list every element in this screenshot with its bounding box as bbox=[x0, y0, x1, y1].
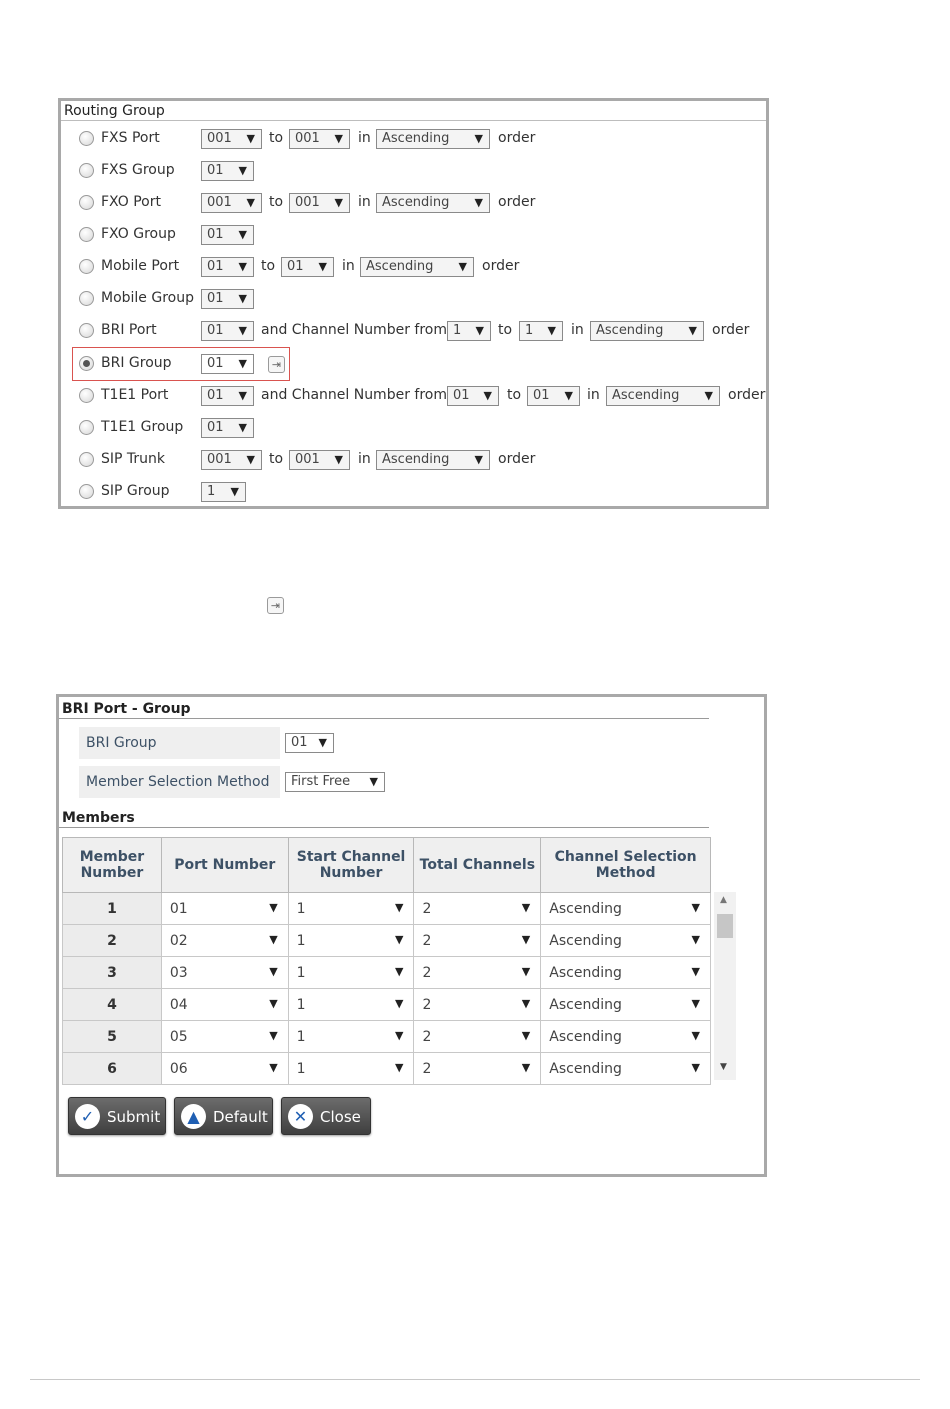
text-channel-from: and Channel Number from bbox=[261, 322, 447, 338]
routing-group-title: Routing Group bbox=[64, 103, 165, 119]
text-in: in bbox=[358, 451, 371, 467]
triangle-down-icon: ▼ bbox=[521, 965, 531, 978]
scroll-up-icon[interactable]: ▲ bbox=[720, 895, 727, 905]
total-channels-select[interactable] bbox=[414, 989, 541, 1021]
fxo-port-order-select[interactable] bbox=[376, 193, 490, 213]
member-selection-method-label: Member Selection Method bbox=[86, 774, 270, 790]
port-number-select[interactable] bbox=[161, 957, 288, 989]
member-number: 6 bbox=[63, 1053, 162, 1085]
member-selection-method-select[interactable] bbox=[285, 772, 385, 792]
cell-value: 1 bbox=[296, 932, 306, 949]
bri-panel-title: BRI Port - Group bbox=[62, 701, 191, 717]
scrollbar-thumb[interactable] bbox=[717, 914, 733, 938]
submit-label: Submit bbox=[107, 1108, 161, 1126]
triangle-down-icon: ▼ bbox=[269, 1029, 278, 1042]
triangle-down-icon: ▼ bbox=[688, 324, 697, 337]
arrow-right-icon: ⇥ bbox=[267, 597, 284, 614]
triangle-down-icon: ▼ bbox=[394, 901, 404, 914]
triangle-down-icon: ▼ bbox=[394, 997, 404, 1010]
bri-port-order-select[interactable] bbox=[590, 321, 704, 341]
text-order: order bbox=[498, 451, 536, 467]
radio-sip-trunk[interactable] bbox=[79, 452, 94, 467]
cell-value: Ascending bbox=[549, 1028, 622, 1045]
radio-fxo-port[interactable] bbox=[79, 195, 94, 210]
member-number: 4 bbox=[63, 989, 162, 1021]
close-icon: ✕ bbox=[288, 1104, 313, 1129]
triangle-down-icon: ▼ bbox=[318, 260, 327, 273]
select-value: 1 bbox=[453, 323, 462, 338]
start-channel-select[interactable] bbox=[288, 957, 414, 989]
fxs-group-select[interactable] bbox=[201, 161, 254, 181]
total-channels-select[interactable] bbox=[414, 925, 541, 957]
triangle-down-icon: ▼ bbox=[269, 965, 278, 978]
select-value: 01 bbox=[207, 420, 224, 435]
select-value: Ascending bbox=[382, 195, 450, 210]
mobile-port-from-select[interactable] bbox=[201, 257, 254, 277]
cell-value: 2 bbox=[422, 996, 432, 1013]
select-value: 01 bbox=[207, 227, 224, 242]
triangle-down-icon: ▼ bbox=[269, 933, 278, 946]
triangle-down-icon: ▼ bbox=[238, 260, 247, 273]
select-value: 001 bbox=[207, 452, 232, 467]
cell-value: Ascending bbox=[549, 1060, 622, 1077]
members-header-row bbox=[63, 838, 711, 893]
triangle-down-icon: ▼ bbox=[691, 965, 700, 978]
label-t1e1-port: T1E1 Port bbox=[101, 387, 169, 403]
fxs-port-order-select[interactable] bbox=[376, 129, 490, 149]
select-value: Ascending bbox=[382, 131, 450, 146]
fxo-port-from-select[interactable] bbox=[201, 193, 262, 213]
title-underline bbox=[61, 120, 766, 121]
triangle-down-icon: ▼ bbox=[238, 164, 247, 177]
text-in: in bbox=[571, 322, 584, 338]
channel-method-select[interactable] bbox=[541, 1053, 711, 1085]
table-scrollbar[interactable] bbox=[714, 892, 736, 1080]
channel-method-select[interactable] bbox=[541, 925, 711, 957]
triangle-down-icon: ▼ bbox=[521, 933, 531, 946]
select-value: 001 bbox=[295, 195, 320, 210]
mobile-group-select[interactable] bbox=[201, 289, 254, 309]
cell-value: 2 bbox=[422, 964, 432, 981]
triangle-down-icon: ▼ bbox=[238, 292, 247, 305]
triangle-down-icon: ▼ bbox=[238, 357, 247, 370]
radio-fxs-group[interactable] bbox=[79, 163, 94, 178]
radio-mobile-group[interactable] bbox=[79, 291, 94, 306]
t1e1-port-channel-to-select[interactable] bbox=[527, 386, 580, 406]
bri-group-field-label: BRI Group bbox=[86, 735, 157, 751]
cell-value: Ascending bbox=[549, 932, 622, 949]
cell-value: 1 bbox=[296, 1028, 306, 1045]
radio-fxs-port[interactable] bbox=[79, 131, 94, 146]
radio-mobile-port[interactable] bbox=[79, 259, 94, 274]
cell-value: 01 bbox=[169, 900, 188, 917]
close-button[interactable] bbox=[281, 1097, 371, 1135]
cell-value: 2 bbox=[422, 1060, 432, 1077]
text-in: in bbox=[358, 194, 371, 210]
channel-method-select[interactable] bbox=[541, 957, 711, 989]
triangle-down-icon: ▼ bbox=[475, 324, 484, 337]
triangle-down-icon: ▼ bbox=[269, 1061, 278, 1074]
members-title-underline bbox=[59, 827, 709, 828]
member-number: 3 bbox=[63, 957, 162, 989]
sip-trunk-from-select[interactable] bbox=[201, 450, 262, 470]
triangle-down-icon: ▼ bbox=[474, 132, 483, 145]
triangle-down-icon: ▼ bbox=[269, 901, 278, 914]
triangle-down-icon: ▼ bbox=[394, 1061, 404, 1074]
select-value: 001 bbox=[207, 195, 232, 210]
select-value: Ascending bbox=[382, 452, 450, 467]
cell-value: 1 bbox=[296, 996, 306, 1013]
text-in: in bbox=[587, 387, 600, 403]
label-fxo-group: FXO Group bbox=[101, 226, 176, 242]
triangle-down-icon: ▼ bbox=[230, 485, 239, 498]
cell-value: 2 bbox=[422, 932, 432, 949]
select-value: 01 bbox=[207, 388, 224, 403]
triangle-down-icon: ▼ bbox=[334, 453, 343, 466]
select-value: 001 bbox=[295, 131, 320, 146]
text-to: to bbox=[507, 387, 522, 403]
text-in: in bbox=[358, 130, 371, 146]
text-order: order bbox=[728, 387, 766, 403]
table-row bbox=[63, 957, 711, 989]
radio-bri-port[interactable] bbox=[79, 323, 94, 338]
fxo-port-to-select[interactable] bbox=[289, 193, 350, 213]
text-to: to bbox=[261, 258, 276, 274]
total-channels-select[interactable] bbox=[414, 957, 541, 989]
bri-port-select[interactable] bbox=[201, 321, 254, 341]
col-channel-selection-method: Channel Selection Method bbox=[541, 838, 711, 893]
start-channel-select[interactable] bbox=[288, 893, 414, 925]
port-number-select[interactable] bbox=[161, 1021, 288, 1053]
member-number: 5 bbox=[63, 1021, 162, 1053]
triangle-down-icon: ▼ bbox=[474, 196, 483, 209]
triangle-down-icon: ▼ bbox=[691, 901, 700, 914]
triangle-down-icon: ▼ bbox=[521, 1029, 531, 1042]
total-channels-select[interactable] bbox=[414, 1053, 541, 1085]
select-value: 01 bbox=[207, 259, 224, 274]
members-table bbox=[62, 837, 711, 1085]
triangle-down-icon: ▼ bbox=[521, 901, 531, 914]
select-value: Ascending bbox=[612, 388, 680, 403]
total-channels-select[interactable] bbox=[414, 1021, 541, 1053]
triangle-down-icon: ▼ bbox=[521, 997, 531, 1010]
default-icon: ▲ bbox=[181, 1104, 206, 1129]
radio-fxo-group[interactable] bbox=[79, 227, 94, 242]
cell-value: Ascending bbox=[549, 964, 622, 981]
bri-group-select[interactable] bbox=[201, 354, 254, 374]
triangle-down-icon: ▼ bbox=[691, 997, 700, 1010]
triangle-down-icon: ▼ bbox=[238, 324, 247, 337]
start-channel-select[interactable] bbox=[288, 925, 414, 957]
text-to: to bbox=[498, 322, 513, 338]
text-order: order bbox=[498, 130, 536, 146]
submit-button[interactable] bbox=[68, 1097, 166, 1135]
port-number-select[interactable] bbox=[161, 1053, 288, 1085]
text-order: order bbox=[482, 258, 520, 274]
select-value: 01 bbox=[453, 388, 470, 403]
select-value: First Free bbox=[291, 774, 351, 789]
radio-t1e1-port[interactable] bbox=[79, 388, 94, 403]
bri-port-channel-to-select[interactable] bbox=[519, 321, 563, 341]
label-fxo-port: FXO Port bbox=[101, 194, 161, 210]
select-value: Ascending bbox=[596, 323, 664, 338]
arrow-right-icon[interactable]: ⇥ bbox=[268, 356, 285, 373]
mobile-port-order-select[interactable] bbox=[360, 257, 474, 277]
table-row bbox=[63, 1021, 711, 1053]
triangle-down-icon: ▼ bbox=[394, 965, 404, 978]
triangle-down-icon: ▼ bbox=[691, 1061, 700, 1074]
bri-group-number-select[interactable] bbox=[285, 733, 334, 753]
radio-t1e1-group[interactable] bbox=[79, 420, 94, 435]
text-channel-from: and Channel Number from bbox=[261, 387, 447, 403]
cell-value: 2 bbox=[422, 1028, 432, 1045]
label-sip-group: SIP Group bbox=[101, 483, 170, 499]
triangle-down-icon: ▼ bbox=[246, 453, 255, 466]
select-value: 1 bbox=[525, 323, 534, 338]
channel-method-select[interactable] bbox=[541, 893, 711, 925]
sip-trunk-order-select[interactable] bbox=[376, 450, 490, 470]
triangle-down-icon: ▼ bbox=[246, 196, 255, 209]
triangle-down-icon: ▼ bbox=[334, 132, 343, 145]
checkmark-icon: ✓ bbox=[75, 1104, 100, 1129]
table-row bbox=[63, 893, 711, 925]
triangle-down-icon: ▼ bbox=[691, 1029, 700, 1042]
text-order: order bbox=[498, 194, 536, 210]
text-to: to bbox=[269, 194, 284, 210]
triangle-down-icon: ▼ bbox=[547, 324, 556, 337]
text-in: in bbox=[342, 258, 355, 274]
table-row bbox=[63, 1053, 711, 1085]
col-member-number: Member Number bbox=[63, 838, 162, 893]
table-row bbox=[63, 989, 711, 1021]
triangle-down-icon: ▼ bbox=[238, 228, 247, 241]
radio-sip-group[interactable] bbox=[79, 484, 94, 499]
port-number-select[interactable] bbox=[161, 893, 288, 925]
start-channel-select[interactable] bbox=[288, 1053, 414, 1085]
scroll-down-icon[interactable]: ▼ bbox=[720, 1062, 727, 1072]
triangle-down-icon: ▼ bbox=[394, 933, 404, 946]
default-button[interactable] bbox=[174, 1097, 273, 1135]
default-label: Default bbox=[213, 1108, 268, 1126]
col-total-channels: Total Channels bbox=[414, 838, 541, 893]
member-number: 1 bbox=[63, 893, 162, 925]
radio-bri-group[interactable] bbox=[79, 356, 94, 371]
text-order: order bbox=[712, 322, 750, 338]
t1e1-group-select[interactable] bbox=[201, 418, 254, 438]
cell-value: 1 bbox=[296, 1060, 306, 1077]
label-fxs-port: FXS Port bbox=[101, 130, 160, 146]
t1e1-port-select[interactable] bbox=[201, 386, 254, 406]
select-value: 01 bbox=[207, 356, 224, 371]
cell-value: 02 bbox=[169, 932, 188, 949]
t1e1-port-order-select[interactable] bbox=[606, 386, 720, 406]
cell-value: Ascending bbox=[549, 900, 622, 917]
select-value: Ascending bbox=[366, 259, 434, 274]
start-channel-select[interactable] bbox=[288, 1021, 414, 1053]
triangle-down-icon: ▼ bbox=[458, 260, 467, 273]
cell-value: 1 bbox=[296, 964, 306, 981]
label-t1e1-group: T1E1 Group bbox=[101, 419, 184, 435]
cell-value: 04 bbox=[169, 996, 188, 1013]
triangle-down-icon: ▼ bbox=[238, 389, 247, 402]
fxs-port-to-select[interactable] bbox=[289, 129, 350, 149]
triangle-down-icon: ▼ bbox=[483, 389, 492, 402]
start-channel-select[interactable] bbox=[288, 989, 414, 1021]
triangle-down-icon: ▼ bbox=[691, 933, 700, 946]
triangle-down-icon: ▼ bbox=[238, 421, 247, 434]
triangle-down-icon: ▼ bbox=[334, 196, 343, 209]
cell-value: 2 bbox=[422, 900, 432, 917]
text-to: to bbox=[269, 130, 284, 146]
text-to: to bbox=[269, 451, 284, 467]
cell-value: 03 bbox=[169, 964, 188, 981]
select-value: 001 bbox=[207, 131, 232, 146]
select-value: 01 bbox=[207, 163, 224, 178]
cell-value: 06 bbox=[169, 1060, 188, 1077]
sip-group-select[interactable] bbox=[201, 482, 246, 502]
label-bri-group: BRI Group bbox=[101, 355, 172, 371]
port-number-select[interactable] bbox=[161, 925, 288, 957]
select-value: 01 bbox=[291, 735, 308, 750]
page-footer-rule bbox=[30, 1379, 920, 1380]
channel-method-select[interactable] bbox=[541, 989, 711, 1021]
triangle-down-icon: ▼ bbox=[318, 736, 327, 749]
triangle-down-icon: ▼ bbox=[474, 453, 483, 466]
label-sip-trunk: SIP Trunk bbox=[101, 451, 166, 467]
triangle-down-icon: ▼ bbox=[369, 775, 378, 788]
label-bri-port: BRI Port bbox=[101, 322, 157, 338]
select-value: 1 bbox=[207, 484, 216, 499]
mobile-port-to-select[interactable] bbox=[281, 257, 334, 277]
members-title: Members bbox=[62, 810, 135, 826]
bri-port-channel-from-select[interactable] bbox=[447, 321, 491, 341]
fxs-port-from-select[interactable] bbox=[201, 129, 262, 149]
bri-panel-title-underline bbox=[59, 718, 709, 719]
select-value: 01 bbox=[207, 291, 224, 306]
cell-value: 05 bbox=[169, 1028, 188, 1045]
close-label: Close bbox=[320, 1108, 361, 1126]
select-value: 01 bbox=[533, 388, 550, 403]
triangle-down-icon: ▼ bbox=[246, 132, 255, 145]
member-number: 2 bbox=[63, 925, 162, 957]
triangle-down-icon: ▼ bbox=[564, 389, 573, 402]
label-mobile-port: Mobile Port bbox=[101, 258, 180, 274]
label-mobile-group: Mobile Group bbox=[101, 290, 194, 306]
table-row bbox=[63, 925, 711, 957]
select-value: 001 bbox=[295, 452, 320, 467]
triangle-down-icon: ▼ bbox=[521, 1061, 531, 1074]
triangle-down-icon: ▼ bbox=[269, 997, 278, 1010]
sip-trunk-to-select[interactable] bbox=[289, 450, 350, 470]
col-start-channel-number: Start Channel Number bbox=[288, 838, 414, 893]
port-number-select[interactable] bbox=[161, 989, 288, 1021]
cell-value: 1 bbox=[296, 900, 306, 917]
select-value: 01 bbox=[207, 323, 224, 338]
channel-method-select[interactable] bbox=[541, 1021, 711, 1053]
t1e1-port-channel-from-select[interactable] bbox=[447, 386, 499, 406]
fxo-group-select[interactable] bbox=[201, 225, 254, 245]
label-fxs-group: FXS Group bbox=[101, 162, 175, 178]
triangle-down-icon: ▼ bbox=[394, 1029, 404, 1042]
cell-value: Ascending bbox=[549, 996, 622, 1013]
select-value: 01 bbox=[287, 259, 304, 274]
total-channels-select[interactable] bbox=[414, 893, 541, 925]
triangle-down-icon: ▼ bbox=[704, 389, 713, 402]
col-port-number: Port Number bbox=[161, 838, 288, 893]
